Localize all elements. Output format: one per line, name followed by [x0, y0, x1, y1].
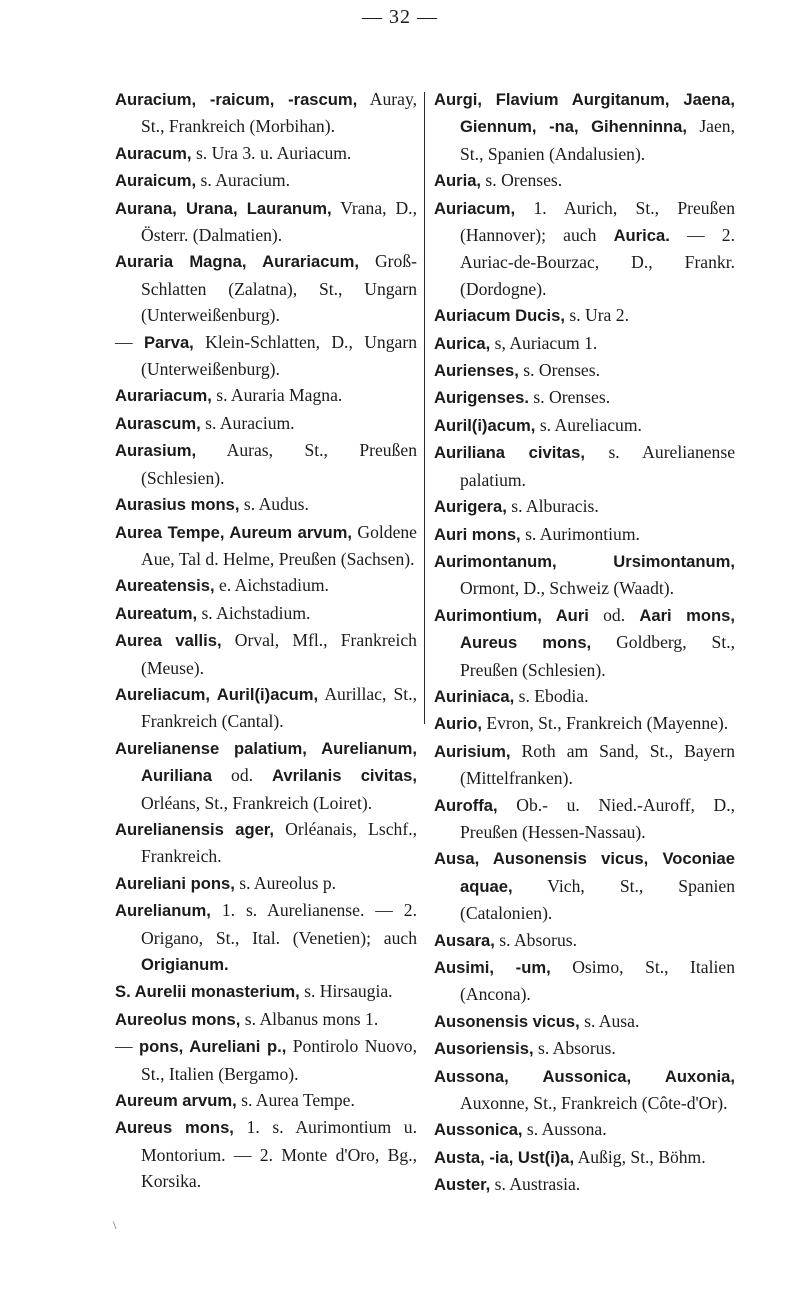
entry-text: 1. Aurich, St., Preußen (Hannover); auch	[460, 197, 735, 246]
dictionary-entry	[434, 954, 735, 1008]
entry-text: od.	[212, 765, 273, 786]
dictionary-entry	[115, 410, 417, 437]
entry-text: Pontirolo Nuovo, St., Italien (Bergamo).	[141, 1036, 417, 1084]
dictionary-entry	[115, 897, 417, 978]
entry-text: Evron, St., Frankreich (Mayenne).	[481, 713, 729, 734]
entry-headword: Aureliani pons,	[115, 873, 235, 893]
entry-text: od.	[588, 604, 640, 625]
entry-headword: Aurisium,	[434, 741, 511, 761]
entry-text: Roth am Sand, St., Bayern (Mittelfranken).	[460, 740, 735, 789]
entry-headword: Aurasium,	[115, 441, 197, 461]
dictionary-entry	[115, 816, 417, 870]
dictionary-entry	[115, 870, 417, 897]
dictionary-entry	[434, 86, 735, 167]
entry-headword: Auriacum Ducis,	[434, 306, 565, 326]
entry-headword: Aurica.	[613, 226, 670, 246]
dictionary-entry	[115, 519, 417, 573]
entry-text: s. Orenses.	[518, 360, 600, 381]
entry-headword: Aurascum,	[115, 413, 201, 433]
entry-text: e. Aichstadium.	[214, 575, 329, 596]
dictionary-entry	[434, 493, 735, 520]
entry-text: s. Aurimontium.	[520, 523, 640, 544]
entry-text: s. Aussona.	[522, 1119, 607, 1140]
entry-text: Vrana, D., Österr. (Dalmatien).	[141, 197, 417, 246]
entry-text: s. Ura 3. u. Auriacum.	[191, 142, 352, 163]
entry-text: Auras, St., Preußen (Schlesien).	[141, 440, 417, 488]
dictionary-entry	[115, 681, 417, 735]
entry-text: s. Absorus.	[494, 929, 577, 950]
entry-text: s. Alburacis.	[506, 496, 599, 517]
dictionary-entry	[115, 600, 417, 627]
entry-headword: Aureus mons,	[115, 1118, 234, 1138]
dictionary-entry	[115, 329, 417, 383]
entry-text: Auray, St., Frankreich (Morbihan).	[141, 89, 417, 137]
dictionary-entry	[434, 845, 735, 926]
entry-text: s. Auraria Magna.	[211, 385, 343, 406]
entry-text: s. Aurea Tempe.	[236, 1090, 355, 1111]
dictionary-entry	[434, 412, 735, 439]
entry-headword: Auracium, -raicum, -rascum,	[115, 90, 358, 109]
entry-headword: Ausa, Ausonensis vicus, Voconiae aquae,	[434, 849, 735, 896]
entry-headword: Auroffa,	[434, 795, 498, 815]
entry-headword: Ausara,	[434, 930, 495, 950]
entry-text: s. Auracium.	[200, 412, 295, 433]
entry-headword: Parva,	[143, 332, 194, 352]
dictionary-entry	[434, 792, 735, 846]
dictionary-entry	[434, 330, 735, 357]
entry-text: Goldberg, St., Preußen (Schlesien).	[460, 632, 735, 680]
entry-headword: Avrilanis civitas,	[272, 766, 417, 786]
dictionary-entry	[434, 738, 735, 792]
entry-text: s. Ebodia.	[514, 685, 589, 706]
dictionary-entry	[115, 140, 417, 167]
entry-headword: Aurimontium, Auri	[434, 605, 589, 625]
dictionary-entry	[434, 167, 735, 194]
entry-headword: Aurigera,	[434, 497, 507, 517]
entry-headword: Aurienses,	[434, 361, 519, 381]
column-divider	[424, 92, 425, 724]
dictionary-entry	[115, 978, 417, 1005]
dictionary-entry	[434, 1008, 735, 1035]
entry-headword: Aurelianensis ager,	[115, 819, 274, 839]
entry-text: — 2. Auriac-de-Bourzac, D., Frankr. (Dordogne).	[460, 225, 735, 299]
entry-headword: Aurgi, Flavium Aurgitanum, Jaena, Giennum, -na, Gihenninna,	[434, 90, 735, 137]
entry-text: Groß-Schlatten (Zalatna), St., Ungarn (Unterweißenburg).	[141, 251, 417, 326]
entry-headword: Ausonensis vicus,	[434, 1011, 580, 1031]
entry-text: s, Auriacum 1.	[490, 332, 598, 353]
dictionary-entry	[115, 1006, 417, 1033]
dictionary-entry	[434, 195, 735, 303]
entry-text: s. Austrasia.	[490, 1174, 581, 1195]
entry-text: s. Ausa.	[579, 1010, 640, 1031]
dictionary-entry	[115, 437, 417, 491]
entry-headword: Ausoriensis,	[434, 1039, 534, 1059]
entry-text: s. Aureliacum.	[535, 414, 642, 435]
entry-headword: Auraicum,	[115, 171, 197, 191]
entry-headword: Aussona, Aussonica, Auxonia,	[434, 1066, 735, 1086]
entry-text: Orléans, St., Frankreich (Loiret).	[141, 792, 373, 813]
entry-headword: Aari mons, Aureus mons,	[460, 605, 735, 653]
entry-headword: Aureatensis,	[115, 576, 215, 596]
entry-headword: Aurana, Urana, Lauranum,	[115, 198, 332, 218]
dictionary-entry	[115, 86, 417, 140]
dictionary-entry	[434, 521, 735, 548]
dictionary-entry	[434, 927, 735, 954]
entry-text: Vich, St., Spanien (Catalonien).	[460, 875, 735, 924]
entry-text: s. Albanus mons 1.	[240, 1008, 379, 1029]
entry-headword: Austa, -ia, Ust(i)a,	[434, 1147, 575, 1167]
entry-text: s. Ura 2.	[564, 305, 629, 326]
dictionary-entry	[115, 1033, 417, 1087]
dictionary-entry	[434, 1171, 735, 1198]
entry-headword: Aurelianum,	[115, 901, 211, 921]
entry-text: Auxonne, St., Frankreich (Côte-d'Or).	[460, 1093, 728, 1114]
dictionary-entry	[115, 1114, 417, 1194]
right-column	[434, 86, 735, 1199]
entry-headword: Auster,	[434, 1175, 491, 1195]
entry-text: s. Audus.	[239, 494, 309, 515]
dictionary-entry	[434, 548, 735, 602]
entry-headword: Aureatum,	[115, 603, 198, 623]
entry-text: Goldene Aue, Tal d. Helme, Preußen (Sachsen).	[141, 521, 417, 569]
dictionary-entry	[434, 1116, 735, 1143]
dictionary-entry	[115, 627, 417, 681]
entry-headword: Aussonica,	[434, 1120, 523, 1140]
entry-headword: Auriacum,	[434, 198, 516, 218]
dictionary-entry	[115, 248, 417, 328]
entry-text: Außig, St., Böhm.	[574, 1146, 706, 1167]
entry-text: —	[115, 1036, 140, 1057]
entry-headword: Aurigenses.	[434, 388, 529, 408]
entry-headword: Auril(i)acum,	[434, 415, 536, 435]
entry-text: Ormont, D., Schweiz (Waadt).	[460, 578, 675, 599]
entry-text: s. Aichstadium.	[197, 602, 311, 623]
entry-text: Klein-Schlatten, D., Ungarn (Unterweißenburg).	[141, 331, 417, 380]
entry-headword: Auraria Magna, Aurariacum,	[115, 252, 359, 272]
entry-headword: Auriniaca,	[434, 686, 515, 706]
entry-text: s. Aurelianense palatium.	[460, 442, 735, 490]
entry-text: Orléanais, Lschf., Frankreich.	[141, 818, 417, 867]
entry-text: 1. s. Aurelianense. — 2. Origano, St., Ital. (Venetien); auch	[141, 900, 417, 948]
entry-headword: Aureolus mons,	[115, 1009, 241, 1029]
dictionary-entry	[434, 439, 735, 493]
stray-mark: \	[113, 1218, 117, 1232]
entry-headword: Aurasius mons,	[115, 495, 240, 515]
dictionary-entry	[115, 382, 417, 409]
entry-headword: Aureliacum, Auril(i)acum,	[115, 684, 319, 704]
entry-headword: Auracum,	[115, 143, 192, 163]
dictionary-entry	[434, 384, 735, 411]
entry-headword: Aurica,	[434, 333, 491, 353]
entry-headword: Ausimi, -um,	[434, 958, 551, 977]
entry-text: 1. s. Aurimontium u. Montorium. — 2. Monte d'Oro, Bg., Korsika.	[141, 1117, 417, 1192]
entry-headword: S. Aurelii monasterium,	[115, 982, 300, 1002]
entry-headword: Auriliana civitas,	[434, 443, 585, 463]
left-column	[115, 86, 417, 1195]
entry-text: s. Orenses.	[529, 387, 611, 408]
dictionary-entry	[434, 357, 735, 384]
entry-headword: Aurimontanum, Ursimontanum,	[434, 551, 735, 571]
page-number: — 32 —	[362, 6, 438, 28]
dictionary-entry	[115, 491, 417, 518]
entry-text: s. Absorus.	[533, 1038, 616, 1059]
entry-text: s. Hirsaugia.	[299, 981, 393, 1002]
entry-text: Aurillac, St., Frankreich (Cantal).	[141, 683, 417, 732]
entry-headword: Aurea Tempe, Aureum arvum,	[115, 522, 353, 542]
entry-headword: Aureum arvum,	[115, 1091, 237, 1111]
entry-headword: Aurio,	[434, 714, 482, 734]
dictionary-entry	[434, 1144, 735, 1171]
entry-headword: pons, Aureliani p.,	[139, 1037, 287, 1057]
dictionary-entry	[115, 572, 417, 599]
dictionary-entry	[434, 1063, 735, 1117]
dictionary-entry	[434, 302, 735, 329]
dictionary-entry	[434, 710, 735, 737]
entry-text: Osimo, St., Italien (Ancona).	[460, 957, 735, 1005]
dictionary-entry	[434, 602, 735, 683]
entry-text: Jaen, St., Spanien (Andalusien).	[460, 116, 735, 164]
dictionary-entry	[115, 195, 417, 249]
dictionary-entry	[115, 735, 417, 816]
dictionary-entry	[115, 1087, 417, 1114]
entry-headword: Auri mons,	[434, 524, 521, 544]
entry-text: s. Orenses.	[481, 170, 563, 191]
entry-text: s. Auracium.	[196, 170, 290, 191]
dictionary-entry	[434, 683, 735, 710]
entry-text: Orval, Mfl., Frankreich (Meuse).	[141, 630, 417, 678]
dictionary-entry	[434, 1035, 735, 1062]
entry-headword: Origianum.	[141, 955, 229, 974]
entry-headword: Auria,	[434, 171, 482, 191]
entry-headword: Aurariacum,	[115, 386, 212, 406]
entry-text: —	[115, 331, 144, 352]
dictionary-entry	[115, 167, 417, 194]
entry-text: Ob.- u. Nied.-Auroff, D., Preußen (Hessen-Nassau).	[460, 794, 735, 842]
entry-headword: Aurelianense palatium, Aurelianum, Auriliana	[115, 738, 417, 786]
entry-text: s. Aureolus p.	[234, 872, 337, 893]
entry-headword: Aurea vallis,	[115, 631, 222, 651]
